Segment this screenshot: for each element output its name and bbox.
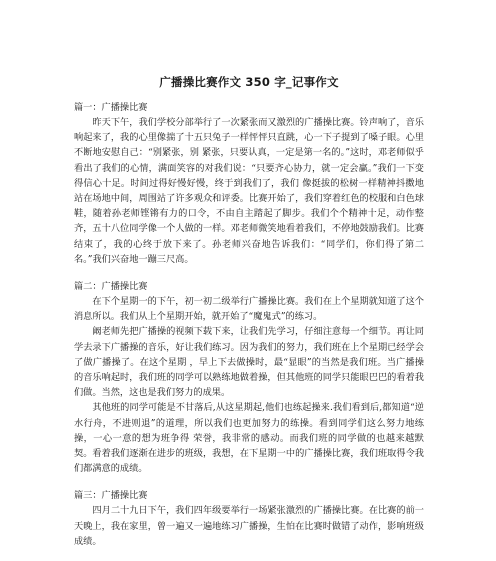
section-heading: 篇一：广播操比赛 (74, 102, 148, 113)
section-heading: 篇三：广播操比赛 (74, 490, 148, 502)
paragraph: 昨天下午，我们学校分部举行了一次紧张而又激烈的广播操比赛。铃声响了，音乐响起来了，我的心里像揣了十五只兔子一样怦怦只直跳，心一下子提到了嗓子眼。心里不断地安慰自己：“别紧张，别 紧张，只要认真，一定是第一名的。”这时，邓老师似乎看出了我们的心情，满面笑容的对我们说：“只要齐心协力，就一定会赢。”我们一下变得信心十足。时间过得好慢好慢，终于到我们了，我们 像挺拔的松树一样精神抖擞地站在场地中间，周围站了许多观众和评委。比赛开始了，我们穿着红色的校服和白色球鞋，随着孙老师铿锵有力的口令，不由自主踏起了脚步。我们个个精神十足，动作整 齐，五十八位同学像一个人做的一样。邓老师微笑地看着我们，不停地鼓励我们。比赛结束了，我的心终于放下来了。孙老师兴奋地告诉我们：“同学们，你们得了第二名。”我们兴奋地一蹦三尺高。 (74, 117, 424, 265)
paragraph: 在下个星期一的下午，初一初二级举行广播操比赛。我们在上个星期就知道了这个消息所以。我们从上个星期开始，就开始了“魔鬼式”的练习。 (74, 296, 424, 323)
essay-section-1 (74, 100, 424, 267)
paragraph: 四月二十九日下午，我们四年级要举行一场紧张激烈的广播操比赛。在比赛的前一天晚上，我在家里，曾一遍又一遍地练习广播操，生怕在比赛时做错了动作，影响班级成绩。 (74, 505, 424, 547)
section-heading: 篇二：广播操比赛 (74, 281, 148, 293)
section-gap (74, 476, 424, 488)
essay-section-2 (74, 279, 424, 476)
paragraph: 其他班的同学可能是不甘落后,从这星期起,他们也练起操来.我们看到后,都知道“逆水行舟，不进则退”的道理，所以我们也更加努力的练操。看到同学们这么努力地练操，一心一意的想为班争得 荣誉，我非常的感动。而我们班的同学做的也越来越默契。看着我们逐渐在进步的班级，我想，在下星期一中的广播操比赛，我们班取得令我们都满意的成绩。 (74, 402, 424, 475)
document-page (74, 70, 424, 549)
paragraph: 阚老师先把广播操的视频下载下来，让我们先学习，仔细注意每一个细节。再让同学去录下广播操的音乐，好让我们练习。因为我们的努力，我们班在上个星期已经学会了做广播操了。在这个星期 ，早上下去做操时，最“显眼”的当然是我们班。当广播操的音乐响起时，我们班的同学可以熟练地做着操，但其他班的同学只能眼巴巴的看着我们做。当然，这也是我们努力的成果。 (74, 326, 424, 399)
section-gap (74, 267, 424, 279)
essay-section-3 (74, 488, 424, 549)
document-title: 广播操比赛作文 350 字_记事作文 (159, 75, 339, 89)
